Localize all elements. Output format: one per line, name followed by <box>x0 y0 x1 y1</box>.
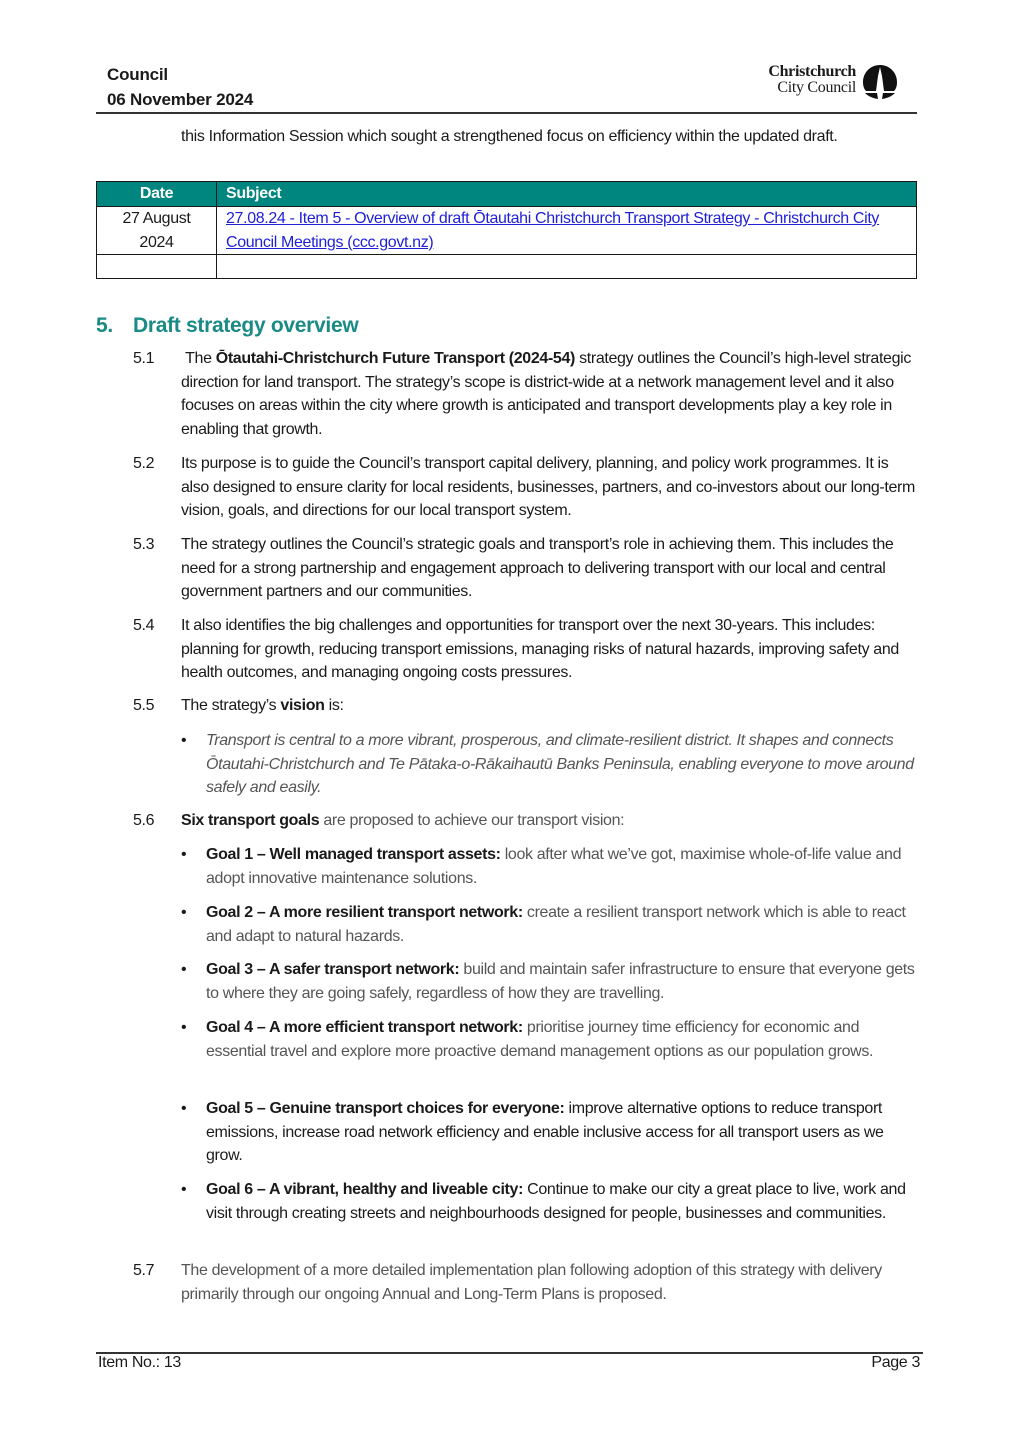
bullet-icon: • <box>181 1181 187 1198</box>
paragraph-text: The development of a more detailed implementation plan following adoption of this strategy with delivery primarily through our ongoing Annual and Long-Term Plans is proposed. <box>181 1262 882 1303</box>
paragraph-5-1: 5.1 The Ōtautahi-Christchurch Future Transport (2024-54) strategy outlines the Council’s high-level strategic direction for land transport. The strategy’s scope is district-wide at a network management level and it also focuses on areas within the city where growth is anticipated and transport developments play a key role in enabling that growth. <box>133 347 919 441</box>
paragraph-5-2 <box>133 452 919 523</box>
goal-text: look after what we’ve got, maximise whole-of-life value and adopt innovative maintenance solutions. <box>206 846 902 887</box>
goal-text: prioritise journey time efficiency for economic and essential travel and explore more proactive demand management options as our population grows. <box>206 1019 874 1060</box>
page-number: Page 3 <box>871 1354 920 1371</box>
footer-divider <box>96 1352 923 1354</box>
goal-label: Goal 1 – Well managed transport assets: <box>206 846 501 863</box>
column-header-date: Date <box>97 182 217 207</box>
header-divider <box>96 112 917 114</box>
bullet-icon: • <box>181 961 187 978</box>
paragraph-5-4 <box>133 614 919 685</box>
section-heading <box>96 314 358 338</box>
document-header <box>107 62 253 112</box>
meeting-date: 06 November 2024 <box>107 90 254 109</box>
goal-text: build and maintain safer infrastructure to ensure that everyone gets to where they are going safely, regardless of how they are travelling. <box>206 961 915 1002</box>
meetings-table <box>96 181 917 279</box>
paragraph-number: 5.3 <box>133 536 155 553</box>
goal-item <box>181 1016 919 1063</box>
strategy-name: Ōtautahi-Christchurch Future Transport (2024-54) <box>215 350 575 367</box>
paragraph-5-7 <box>133 1259 919 1306</box>
goal-item <box>181 1178 919 1225</box>
paragraph-number: 5.5 <box>133 697 155 714</box>
bullet-icon: • <box>181 904 187 921</box>
cell-subject <box>217 207 917 255</box>
goal-item <box>181 958 919 1005</box>
table-header-row <box>97 182 917 207</box>
logo-line2: City Council <box>777 79 856 96</box>
cathedral-emblem-icon <box>862 64 898 100</box>
bullet-icon: • <box>181 732 187 749</box>
paragraph-5-3 <box>133 533 919 604</box>
goal-label: Goal 4 – A more efficient transport network: <box>206 1019 523 1036</box>
paragraph-5-5: 5.5 The strategy’s vision is: <box>133 694 919 718</box>
table-row <box>97 255 917 279</box>
vision-bullet <box>181 729 919 800</box>
goal-text: create a resilient transport network which is able to react and adapt to natural hazards. <box>206 904 906 945</box>
cell-date <box>97 255 217 279</box>
goal-label: Goal 3 – A safer transport network: <box>206 961 460 978</box>
paragraph-number: 5.1 <box>133 350 155 367</box>
paragraph-text: It also identifies the big challenges and opportunities for transport over the next 30-years. This includes: planning for growth, reducing transport emissions, managing risks of natural hazards, improving safety and health outcomes, and managing ongoing costs pressures. <box>181 617 899 681</box>
cell-date: 27 August 2024 <box>97 207 217 255</box>
paragraph-text: The strategy outlines the Council’s strategic goals and transport’s role in achieving them. This includes the need for a strong partnership and engagement approach to delivering transport with our local and central government partners and our communities. <box>181 536 894 600</box>
goal-item <box>181 1097 919 1168</box>
paragraph-number: 5.7 <box>133 1262 155 1279</box>
bullet-icon: • <box>181 1100 187 1117</box>
bullet-icon: • <box>181 1019 187 1036</box>
table-row <box>97 207 917 255</box>
paragraph-text: Its purpose is to guide the Council’s transport capital delivery, planning, and policy work programmes. It is also designed to ensure clarity for local residents, businesses, partners, and co-investors about our long-term vision, goals, and directions for our local transport system. <box>181 455 915 519</box>
bullet-icon: • <box>181 846 187 863</box>
paragraph-number: 5.4 <box>133 617 155 634</box>
item-number: Item No.: 13 <box>98 1354 181 1371</box>
cell-subject <box>217 255 917 279</box>
goal-item <box>181 901 919 948</box>
logo-line1: Christchurch <box>768 63 856 80</box>
paragraph-5-6: 5.6 Six transport goals are proposed to achieve our transport vision: <box>133 809 919 833</box>
committee-name: Council <box>107 65 168 84</box>
meeting-link[interactable]: 27.08.24 - Item 5 - Overview of draft Ōtautahi Christchurch Transport Strategy - Christchurch City Council Meetings (ccc.govt.nz) <box>226 210 880 251</box>
goal-label: Goal 2 – A more resilient transport network: <box>206 904 523 921</box>
goal-item <box>181 843 919 890</box>
section-number: 5. <box>96 314 113 337</box>
paragraph-number: 5.2 <box>133 455 155 472</box>
goal-label: Goal 5 – Genuine transport choices for everyone: <box>206 1100 565 1117</box>
paragraph-number: 5.6 <box>133 812 155 829</box>
intro-paragraph: this Information Session which sought a strengthened focus on efficiency within the updated draft. <box>181 128 838 145</box>
vision-text: Transport is central to a more vibrant, prosperous, and climate-resilient district. It shapes and connects Ōtautahi-Christchurch and Te Pātaka-o-Rākaihautū Banks Peninsula, enabling everyone to move around safely and easily. <box>206 732 914 796</box>
goal-text: improve alternative options to reduce transport emissions, increase road network efficiency and enable inclusive access for all transport users as we grow. <box>206 1100 884 1164</box>
goal-text: Continue to make our city a great place to live, work and visit through creating streets and neighbourhoods designed for people, businesses and communities. <box>206 1181 906 1222</box>
goal-label: Goal 6 – A vibrant, healthy and liveable city: <box>206 1181 524 1198</box>
council-logo <box>748 64 898 102</box>
section-title: Draft strategy overview <box>133 314 359 337</box>
column-header-subject: Subject <box>217 182 917 207</box>
